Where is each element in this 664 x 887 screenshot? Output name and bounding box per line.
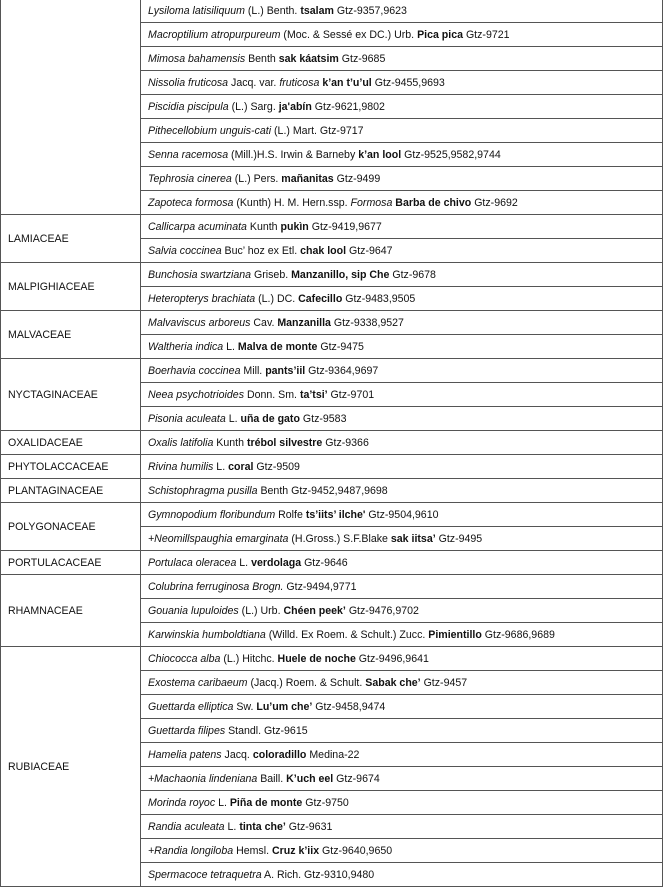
scientific-name: Karwinskia humboldtiana xyxy=(148,628,266,641)
species-cell xyxy=(141,335,663,359)
common-name: trébol silvestre xyxy=(246,436,323,449)
species-text: Gtz-9476,9702 xyxy=(345,604,419,617)
species-text: (L.) Sarg. xyxy=(228,100,279,113)
table-row xyxy=(1,503,663,527)
scientific-name: Portulaca oleracea xyxy=(148,556,237,569)
species-cell xyxy=(141,359,663,383)
scientific-name: Pithecellobium unguis-cati xyxy=(148,124,272,137)
species-text: Gtz-9621,9802 xyxy=(311,100,385,113)
species-text: (L.) Pers. xyxy=(231,172,282,185)
species-text: Gtz-9686,9689 xyxy=(481,628,555,641)
common-name: k’an t’u’ul xyxy=(322,76,372,89)
species-text: Gtz-9495 xyxy=(435,532,483,545)
species-text: Jacq. var. xyxy=(228,76,280,89)
species-cell xyxy=(141,407,663,431)
species-text: L. xyxy=(236,556,252,569)
family-cell: MALVACEAE xyxy=(1,311,141,359)
species-text: (L.) Urb. xyxy=(238,604,284,617)
scientific-name: Tephrosia cinerea xyxy=(148,172,232,185)
species-text: Cav. xyxy=(250,316,278,329)
table-row xyxy=(1,263,663,287)
scientific-name: Oxalis latifolia xyxy=(148,436,214,449)
family-cell: PHYTOLACCACEAE xyxy=(1,455,141,479)
table-row xyxy=(1,359,663,383)
species-cell xyxy=(141,71,663,95)
common-name: Lu’um che’ xyxy=(256,700,313,713)
species-text: (L.) Hitchc. xyxy=(220,652,278,665)
common-name: Sabak che’ xyxy=(365,676,421,689)
common-name: mañanitas xyxy=(281,172,334,185)
scientific-name: +Randia longiloba xyxy=(148,844,234,857)
common-name: coloradillo xyxy=(252,748,307,761)
species-cell xyxy=(141,0,663,23)
species-text: Gtz-9357,9623 xyxy=(333,4,407,17)
scientific-name: +Neomillspaughia emarginata xyxy=(148,532,289,545)
species-cell xyxy=(141,575,663,599)
species-text: Gtz-9750 xyxy=(302,796,349,809)
table-row xyxy=(1,215,663,239)
species-text: Gtz-9583 xyxy=(299,412,347,425)
scientific-name: Bunchosia swartziana xyxy=(148,268,252,281)
species-cell xyxy=(141,527,663,551)
species-text: A. Rich. Gtz-9310,9480 xyxy=(261,868,375,881)
species-text: (Kunth) H. M. Hern.ssp. xyxy=(233,196,351,209)
species-text: (L.) DC. xyxy=(255,292,299,305)
scientific-name: Gymnopodium floribundum xyxy=(148,508,276,521)
scientific-name: Randia aculeata xyxy=(148,820,225,833)
scientific-name: Piscidia piscipula xyxy=(148,100,229,113)
family-cell: MALPIGHIACEAE xyxy=(1,263,141,311)
species-text: Baill. xyxy=(257,772,287,785)
species-cell xyxy=(141,815,663,839)
species-cell xyxy=(141,287,663,311)
scientific-name: Boerhavia coccinea xyxy=(148,364,241,377)
common-name: Pica pica xyxy=(417,28,463,41)
species-cell xyxy=(141,743,663,767)
species-cell xyxy=(141,215,663,239)
common-name: Chéen peek’ xyxy=(283,604,346,617)
species-text: Gtz-9364,9697 xyxy=(305,364,379,377)
species-cell xyxy=(141,647,663,671)
species-text: Gtz-9525,9582,9744 xyxy=(401,148,501,161)
common-name: coral xyxy=(228,460,254,473)
scientific-name: Mimosa bahamensis xyxy=(148,52,246,65)
scientific-name: Morinda royoc xyxy=(148,796,216,809)
species-text: Gtz-9483,9505 xyxy=(342,292,416,305)
species-text: Benth xyxy=(245,52,279,65)
species-text: Gtz-9647 xyxy=(346,244,393,257)
scientific-name: Waltheria indica xyxy=(148,340,224,353)
scientific-name: Zapoteca formosa xyxy=(148,196,234,209)
species-cell xyxy=(141,623,663,647)
species-cell xyxy=(141,143,663,167)
species-text: L. xyxy=(224,820,240,833)
scientific-name: Senna racemosa xyxy=(148,148,229,161)
species-cell xyxy=(141,551,663,575)
common-name: Pimientillo xyxy=(428,628,482,641)
family-cell: RHAMNACEAE xyxy=(1,575,141,647)
species-cell xyxy=(141,479,663,503)
scientific-name: Malvaviscus arboreus xyxy=(148,316,251,329)
species-text: Medina-22 xyxy=(306,748,360,761)
scientific-name: Schistophragma pusilla xyxy=(148,484,258,497)
species-cell xyxy=(141,47,663,71)
scientific-name: Gouania lupuloides xyxy=(148,604,239,617)
scientific-name: Salvia coccinea xyxy=(148,244,222,257)
scientific-name: Colubrina ferruginosa Brogn. xyxy=(148,580,284,593)
scientific-name: Chiococca alba xyxy=(148,652,221,665)
species-cell xyxy=(141,695,663,719)
common-name: tinta che’ xyxy=(239,820,286,833)
species-cell xyxy=(141,455,663,479)
species-cell xyxy=(141,119,663,143)
table-row xyxy=(1,0,663,23)
scientific-name: Nissolia fruticosa xyxy=(148,76,229,89)
common-name: pukìn xyxy=(280,220,309,233)
scientific-name: Heteropterys brachiata xyxy=(148,292,256,305)
common-name: ja'abín xyxy=(278,100,312,113)
species-cell xyxy=(141,839,663,863)
species-text: Buc’ hoz ex Etl. xyxy=(221,244,301,257)
species-text: Gtz-9494,9771 xyxy=(283,580,357,593)
scientific-name: Macroptilium atropurpureum xyxy=(148,28,281,41)
species-text: Mill. xyxy=(240,364,266,377)
species-text: Donn. Sm. xyxy=(244,388,300,401)
common-name: K’uch eel xyxy=(286,772,334,785)
common-name: Barba de chivo xyxy=(395,196,472,209)
common-name: ts’iits’ ilche' xyxy=(305,508,366,521)
common-name: chak lool xyxy=(300,244,347,257)
species-text: Sw. xyxy=(233,700,257,713)
species-cell xyxy=(141,239,663,263)
table-row xyxy=(1,431,663,455)
common-name: k’an lool xyxy=(358,148,402,161)
common-name: tsalam xyxy=(300,4,334,17)
species-cell xyxy=(141,431,663,455)
species-text: (Moc. & Sessé ex DC.) Urb. xyxy=(280,28,418,41)
species-text: Gtz-9721 xyxy=(463,28,510,41)
table-row xyxy=(1,455,663,479)
scientific-name: Spermacoce tetraquetra xyxy=(148,868,262,881)
common-name: Malva de monte xyxy=(237,340,318,353)
family-cell: RUBIACEAE xyxy=(1,647,141,887)
species-text: Gtz-9692 xyxy=(471,196,518,209)
species-text: Gtz-9475 xyxy=(317,340,364,353)
species-text: Griseb. xyxy=(251,268,292,281)
species-text: Gtz-9509 xyxy=(253,460,300,473)
species-cell xyxy=(141,311,663,335)
species-text: Kunth xyxy=(246,220,281,233)
species-text: (L.) Mart. Gtz-9717 xyxy=(271,124,364,137)
species-text: Kunth xyxy=(213,436,247,449)
common-name: Manzanillo, sip Che xyxy=(291,268,390,281)
family-cell xyxy=(1,0,141,215)
species-text: Gtz-9701 xyxy=(327,388,375,401)
species-text: (H.Gross.) S.F.Blake xyxy=(288,532,391,545)
species-text: Gtz-9457 xyxy=(420,676,468,689)
species-text: Gtz-9678 xyxy=(389,268,436,281)
family-cell: LAMIACEAE xyxy=(1,215,141,263)
species-text: L. xyxy=(225,412,241,425)
species-cell xyxy=(141,383,663,407)
scientific-name: Neea psychotrioides xyxy=(148,388,244,401)
scientific-name: Hamelia patens xyxy=(148,748,222,761)
scientific-name: fruticosa xyxy=(279,76,320,89)
species-cell xyxy=(141,671,663,695)
scientific-name: Formosa xyxy=(350,196,393,209)
species-text: Gtz-9685 xyxy=(338,52,386,65)
species-text: Gtz-9504,9610 xyxy=(365,508,439,521)
species-text: Gtz-9499 xyxy=(333,172,381,185)
species-text: Gtz-9640,9650 xyxy=(319,844,393,857)
common-name: verdolaga xyxy=(251,556,302,569)
common-name: sak iitsa’ xyxy=(390,532,436,545)
species-text: Gtz-9338,9527 xyxy=(330,316,404,329)
species-cell xyxy=(141,863,663,887)
common-name: Cafecillo xyxy=(298,292,343,305)
common-name: uña de gato xyxy=(240,412,300,425)
species-text: Benth Gtz-9452,9487,9698 xyxy=(257,484,388,497)
species-text: Hemsl. xyxy=(233,844,272,857)
species-text: Gtz-9366 xyxy=(322,436,369,449)
species-text: L. xyxy=(223,340,238,353)
common-name: Huele de noche xyxy=(277,652,356,665)
family-cell: OXALIDACEAE xyxy=(1,431,141,455)
species-cell xyxy=(141,503,663,527)
species-text: Standl. Gtz-9615 xyxy=(225,724,308,737)
species-cell xyxy=(141,95,663,119)
species-cell xyxy=(141,191,663,215)
scientific-name: +Machaonia lindeniana xyxy=(148,772,258,785)
scientific-name: Callicarpa acuminata xyxy=(148,220,247,233)
species-cell xyxy=(141,23,663,47)
species-cell xyxy=(141,263,663,287)
species-text: Jacq. xyxy=(221,748,253,761)
family-cell: PLANTAGINACEAE xyxy=(1,479,141,503)
scientific-name: Pisonia aculeata xyxy=(148,412,226,425)
species-text: Rolfe xyxy=(275,508,306,521)
common-name: pants’iil xyxy=(265,364,306,377)
species-cell xyxy=(141,767,663,791)
species-text: Gtz-9496,9641 xyxy=(355,652,429,665)
species-text: (Willd. Ex Roem. & Schult.) Zucc. xyxy=(265,628,429,641)
species-text: Gtz-9455,9693 xyxy=(371,76,445,89)
species-text: (Mill.)H.S. Irwin & Barneby xyxy=(228,148,359,161)
common-name: Manzanilla xyxy=(277,316,331,329)
species-cell xyxy=(141,599,663,623)
scientific-name: Guettarda filipes xyxy=(148,724,226,737)
species-text: Gtz-9458,9474 xyxy=(312,700,386,713)
scientific-name: Exostema caribaeum xyxy=(148,676,248,689)
species-text: (L.) Benth. xyxy=(244,4,301,17)
species-text: Gtz-9674 xyxy=(333,772,380,785)
family-cell: POLYGONACEAE xyxy=(1,503,141,551)
scientific-name: Lysiloma latisiliquum xyxy=(148,4,245,17)
common-name: ta’tsi’ xyxy=(299,388,328,401)
table-row xyxy=(1,551,663,575)
table-row xyxy=(1,311,663,335)
common-name: Cruz k’iix xyxy=(271,844,320,857)
common-name: sak káatsim xyxy=(278,52,339,65)
common-name: Piña de monte xyxy=(229,796,303,809)
table-row xyxy=(1,575,663,599)
scientific-name: Rivina humilis xyxy=(148,460,214,473)
species-text: Gtz-9646 xyxy=(301,556,348,569)
family-cell: NYCTAGINACEAE xyxy=(1,359,141,431)
table-row xyxy=(1,647,663,671)
species-cell xyxy=(141,719,663,743)
species-text: L. xyxy=(215,796,230,809)
species-text: L. xyxy=(213,460,229,473)
species-cell xyxy=(141,167,663,191)
species-cell xyxy=(141,791,663,815)
species-text: Gtz-9631 xyxy=(285,820,333,833)
family-cell: PORTULACACEAE xyxy=(1,551,141,575)
table-row xyxy=(1,479,663,503)
species-text: (Jacq.) Roem. & Schult. xyxy=(247,676,366,689)
scientific-name: Guettarda elliptica xyxy=(148,700,234,713)
species-text: Gtz-9419,9677 xyxy=(308,220,382,233)
